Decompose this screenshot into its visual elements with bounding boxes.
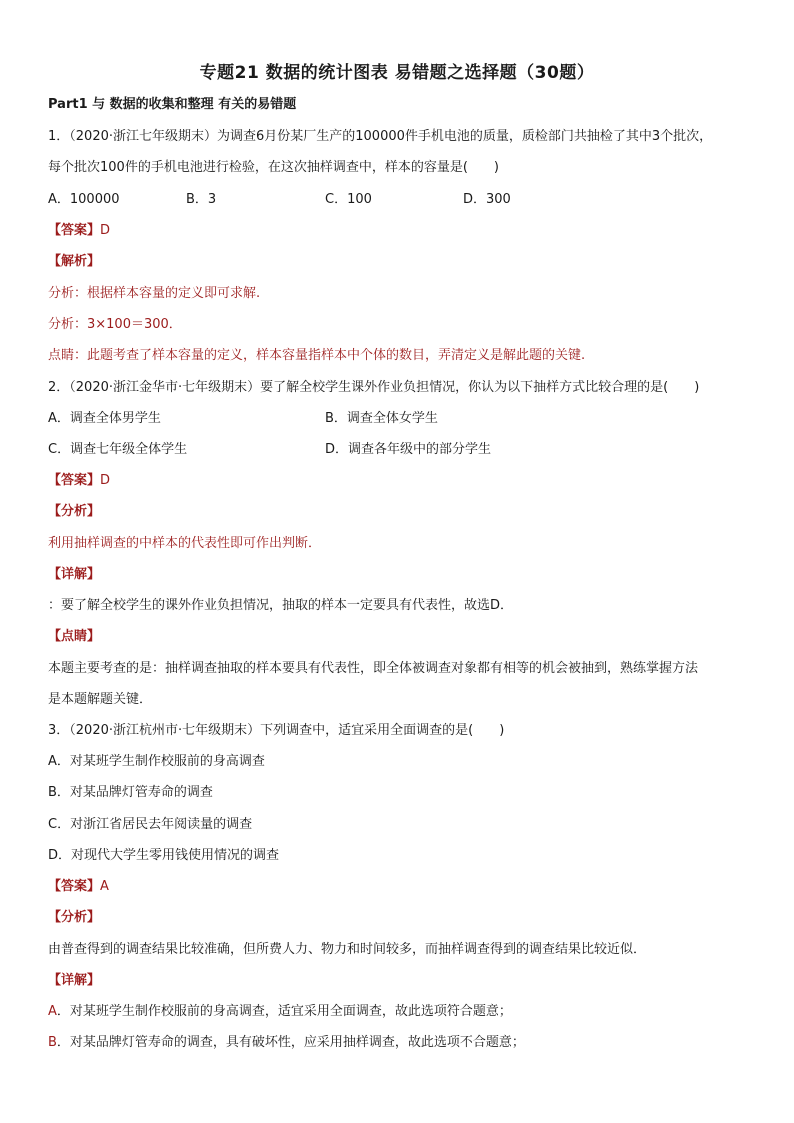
detail-b-letter: B: [48, 1035, 57, 1050]
question-1-analysis-line-2: 分析：3×100＝300．: [48, 317, 182, 332]
document-title: 专题21 数据的统计图表 易错题之选择题（30题）: [199, 63, 595, 83]
question-3-detail-a: [48, 1003, 748, 1021]
question-2-dianjing-label: 【点睛】: [48, 629, 101, 644]
detail-a-text: ．对某班学生制作校服前的身高调查，适宜采用全面调查，故此选项符合题意；: [56, 1004, 512, 1019]
question-1-analysis-line-1: 分析：根据样本容量的定义即可求解.: [48, 286, 261, 301]
question-1-stem-line-1: 1．（2020·浙江七年级期末）为调查6月份某厂生产的100000件手机电池的质量，质检部门共抽检了其中3个批次，: [48, 129, 713, 144]
question-2-dianjing-line-2: 是本题解题关键．: [48, 692, 153, 707]
detail-b-text: ．对某品牌灯管寿命的调查，具有破坏性，应采用抽样调查，故此选项不合题意；: [56, 1035, 525, 1050]
part-heading: Part1 与 数据的收集和整理 有关的易错题: [48, 97, 297, 112]
question-2-xiangjie: ：要了解全校学生的课外作业负担情况，抽取的样本一定要具有代表性，故选D．: [48, 598, 514, 613]
question-2-fenxi-label: 【分析】: [48, 504, 101, 519]
question-2-option-b: B．调查全体女学生: [325, 411, 438, 426]
question-1-analysis-line-3: 点睛：此题考查了样本容量的定义，样本容量指样本中个体的数目，弄清定义是解此题的关键.: [48, 348, 586, 363]
question-3-detail-b: [48, 1034, 748, 1052]
question-2-option-a: A．调查全体男学生: [48, 411, 161, 426]
question-1-answer: [48, 222, 748, 240]
answer-label: 【答案】: [48, 223, 101, 238]
question-2-answer: [48, 472, 748, 490]
question-1-stem-line-2: 每个批次100件的手机电池进行检验，在这次抽样调查中，样本的容量是( ): [48, 160, 499, 175]
question-2-option-d: D．调查各年级中的部分学生: [325, 442, 492, 457]
question-3-option-b: B．对某品牌灯管寿命的调查: [48, 785, 213, 800]
question-1-option-a: A．100000: [48, 192, 120, 207]
answer-label: 【答案】: [48, 473, 101, 488]
question-2-xiangjie-label: 【详解】: [48, 567, 101, 582]
answer-value: D: [100, 473, 111, 488]
question-3-stem: 3．（2020·浙江杭州市·七年级期末）下列调查中，适宜采用全面调查的是( ): [48, 723, 505, 738]
question-3-fenxi-label: 【分析】: [48, 910, 101, 925]
question-3-xiangjie-label: 【详解】: [48, 973, 101, 988]
answer-value: A: [100, 879, 109, 894]
answer-label: 【答案】: [48, 879, 101, 894]
question-2-option-c: C．调查七年级全体学生: [48, 442, 188, 457]
question-3-fenxi: 由普查得到的调查结果比较准确，但所费人力、物力和时间较多，而抽样调查得到的调查结果比较近似．: [48, 942, 647, 957]
question-3-option-d: D．对现代大学生零用钱使用情况的调查: [48, 848, 280, 863]
question-3-option-a: A．对某班学生制作校服前的身高调查: [48, 754, 265, 769]
question-2-stem: 2．（2020·浙江金华市·七年级期末）要了解全校学生课外作业负担情况，你认为以下抽样方式比较合理的是( ): [48, 380, 700, 395]
question-2-fenxi: 利用抽样调查的中样本的代表性即可作出判断．: [48, 536, 322, 551]
question-3-answer: [48, 878, 748, 896]
question-2-dianjing-line-1: 本题主要考查的是：抽样调查抽取的样本要具有代表性，即全体被调查对象都有相等的机会被抽到，熟练掌握方法: [48, 661, 699, 676]
detail-a-letter: A: [48, 1004, 57, 1019]
question-1-option-c: C．100: [325, 192, 372, 207]
question-3-option-c: C．对浙江省居民去年阅读量的调查: [48, 817, 253, 832]
question-1-option-b: B．3: [186, 192, 217, 207]
answer-value: D: [100, 223, 111, 238]
question-1-option-d: D．300: [463, 192, 511, 207]
question-1-analysis-label: 【解析】: [48, 254, 101, 269]
